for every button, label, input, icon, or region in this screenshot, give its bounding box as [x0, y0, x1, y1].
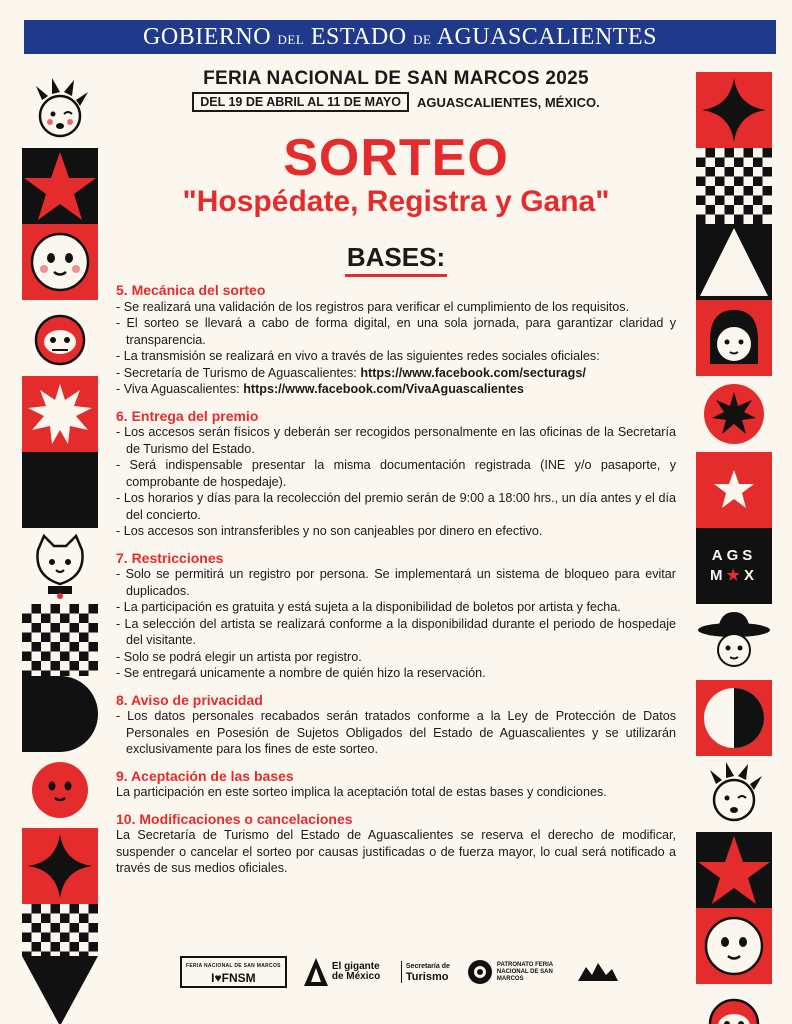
- event-dates: DEL 19 DE ABRIL AL 11 DE MAYO: [192, 92, 409, 112]
- fnsm-main-text: I♥FNSM: [211, 971, 256, 985]
- bases-heading: [0, 242, 792, 277]
- section-10-title: 10. Modificaciones o cancelaciones: [116, 810, 353, 827]
- checker-tile: [696, 148, 772, 224]
- government-header: [24, 20, 776, 54]
- mx-star-icon: ★: [726, 567, 744, 584]
- pennant-icon: [22, 956, 98, 1024]
- viva-ags-link[interactable]: https://www.facebook.com/VivaAguascalientes: [243, 382, 524, 396]
- patronato-logo: [467, 959, 559, 985]
- section-6-bullet: - Los accesos serán físicos y deberán ser recogidos personalmente en las oficinas de la Secretaría de Turismo del Estado.: [116, 425, 676, 456]
- cat-face-icon: [22, 528, 98, 604]
- mx-text: [710, 566, 758, 586]
- secturags-link[interactable]: https://www.facebook.com/secturags/: [360, 365, 586, 380]
- wrestler-mask-icon: [696, 984, 772, 1024]
- sparkle-tile: [22, 828, 98, 904]
- ags-mx-tile: [696, 528, 772, 604]
- section-8-bullet: - Los datos personales recabados serán tratados conforme a la Ley de Protección de Datos Personales en Posesión de Sujetos Obligados del Estado de Aguascalientes y se utilizarán exclusivamente para los fines de este sorteo.: [116, 709, 676, 756]
- viva-ags-logo: [576, 957, 620, 987]
- mask-face-tile: [22, 300, 98, 376]
- section-5-bullet: - El sorteo se llevará a cabo de forma digital, en una sola jornada, para garantizar claridad y transparencia.: [116, 316, 676, 347]
- left-decor-column: [22, 72, 98, 1024]
- star-icon: [696, 832, 772, 908]
- section-5-bullet: - La transmisión se realizará en vivo a través de las siguientes redes sociales oficiales:: [116, 349, 600, 363]
- gigante-logo: [304, 958, 384, 986]
- event-title: FERIA NACIONAL DE SAN MARCOS 2025: [203, 68, 589, 89]
- sparkle-icon: [22, 828, 98, 904]
- gov-small-1: DEL: [277, 32, 305, 47]
- section-7-bullet: - La participación es gratuita y está sujeta a la disponibilidad de boletos por artista y fecha.: [116, 600, 621, 614]
- sun-burst-icon: [22, 376, 98, 452]
- red-face-tile: [22, 752, 98, 828]
- round-face-tile: [22, 224, 98, 300]
- star-tile: [696, 832, 772, 908]
- red-face-icon: [22, 752, 98, 828]
- gigante-mark-icon: [304, 958, 328, 986]
- spiky-face-icon: [696, 756, 772, 832]
- star-icon: [22, 148, 98, 224]
- sun-tile: [22, 376, 98, 452]
- section-8-title: 8. Aviso de privacidad: [116, 691, 263, 708]
- section-7-bullet: - Se entregará unicamente a nombre de quién hizo la reservación.: [116, 666, 486, 680]
- sorteo-subtitle: "Hospédate, Registra y Gana": [182, 185, 610, 218]
- round-face-icon: [22, 224, 98, 300]
- link-label: - Secretaría de Turismo de Aguascalientes:: [116, 365, 361, 380]
- ags-mx-logo: [696, 528, 772, 604]
- star-tile: [22, 148, 98, 224]
- fnsm-small-text: FERIA NACIONAL DE SAN MARCOS: [186, 963, 281, 969]
- mx-x: X: [743, 567, 758, 584]
- half-moon-tile: [696, 680, 772, 756]
- secretaria-turismo-logo: [401, 961, 450, 983]
- sorteo-title: SORTEO: [283, 129, 509, 187]
- white-star-icon: [696, 452, 772, 528]
- gov-small-2: DE: [413, 32, 432, 47]
- triangle-tile: [696, 224, 772, 300]
- wrestler-mask-icon: [22, 300, 98, 376]
- section-9-title: 9. Aceptación de las bases: [116, 767, 294, 784]
- checker-tile: [22, 604, 98, 676]
- half-circle-icon: [22, 676, 98, 752]
- right-decor-column: [696, 72, 772, 1024]
- round-face-icon: [696, 908, 772, 984]
- gov-word-1: GOBIERNO: [143, 24, 272, 50]
- cowboy-face-tile: [696, 604, 772, 680]
- black-tile: [22, 452, 98, 528]
- section-7-bullet: - Solo se permitirá un registro por persona. Se implementará un sistema de bloqueo para evitar duplicados.: [116, 567, 676, 598]
- section-7-bullet: - La selección del artista se realizará conforme a la disponibilidad durante el periodo de hospedaje del visitante.: [116, 616, 676, 647]
- triangle-icon: [696, 224, 772, 300]
- checker-tile: [22, 904, 98, 956]
- burst-tile: [696, 376, 772, 452]
- ags-text: AGS: [711, 547, 757, 564]
- girl-face-icon: [696, 300, 772, 376]
- section-5-bullet-link: [116, 365, 676, 382]
- half-moon-icon: [696, 680, 772, 756]
- event-dates-row: [0, 92, 792, 112]
- half-circle-tile: [22, 676, 98, 752]
- cowboy-face-icon: [696, 604, 772, 680]
- section-10-text: La Secretaría de Turismo del Estado de Aguascalientes se reserva el derecho de modificar, suspender o cancelar el sorteo por causas justificadas o de fuerza mayor, lo cual será notificado a través de sus medios oficiales.: [116, 828, 676, 875]
- bases-content: [116, 282, 676, 877]
- viva-ags-mark-icon: [576, 957, 620, 985]
- secretaria-main-text: Turismo: [405, 971, 449, 983]
- section-6-bullet: - Los accesos son intransferibles y no son canjeables por dinero en efectivo.: [116, 524, 543, 538]
- section-6-bullet: - Los horarios y días para la recolección del premio serán de 9:00 a 18:00 hrs., un día antes y el día del concierto.: [116, 491, 676, 522]
- event-place: AGUASCALIENTES, MÉXICO.: [417, 94, 600, 110]
- section-7-bullet: - Solo se podrá elegir un artista por registro.: [116, 649, 362, 664]
- section-9-text: La participación en este sorteo implica la aceptación total de estas bases y condiciones.: [116, 785, 607, 799]
- patronato-seal-icon: [467, 959, 493, 985]
- link-label: - Viva Aguascalientes:: [116, 382, 244, 396]
- section-7-title: 7. Restricciones: [116, 549, 224, 566]
- sparkle-icon: [696, 72, 772, 148]
- bases-label: BASES:: [345, 242, 447, 277]
- sparkle-tile: [696, 72, 772, 148]
- girl-face-tile: [696, 300, 772, 376]
- fnsm-logo: [180, 956, 287, 988]
- section-6-bullet: - Será indispensable presentar la misma documentación registrada (INE y/o pasaporte, y comprobante de hospedaje).: [116, 458, 676, 489]
- section-6-title: 6. Entrega del premio: [116, 407, 259, 424]
- sponsor-logos: [180, 952, 620, 992]
- pennant-tile: [22, 956, 98, 1024]
- secretaria-small-text: Secretaría de: [405, 963, 450, 970]
- section-5-title: 5. Mecánica del sorteo: [116, 282, 266, 298]
- gigante-text: El gigante de México: [331, 961, 381, 982]
- star-tile: [696, 452, 772, 528]
- mx-m: M: [710, 567, 727, 584]
- section-5-bullet: - Se realizará una validación de los registros para verificar el cumplimiento de los requisitos.: [116, 299, 630, 314]
- mask-face-tile: [696, 984, 772, 1024]
- spiky-face-icon: [22, 72, 98, 148]
- patronato-text: PATRONATO FERIA NACIONAL DE SAN MARCOS: [496, 961, 553, 982]
- cat-face-tile: [22, 528, 98, 604]
- gov-word-2: ESTADO: [310, 24, 407, 50]
- spiky-face-tile: [696, 756, 772, 832]
- section-5-bullet-link: [116, 381, 676, 398]
- gov-word-3: AGUASCALIENTES: [436, 24, 657, 50]
- round-face-tile: [696, 908, 772, 984]
- spiky-face-tile: [22, 72, 98, 148]
- burst-icon: [696, 376, 772, 452]
